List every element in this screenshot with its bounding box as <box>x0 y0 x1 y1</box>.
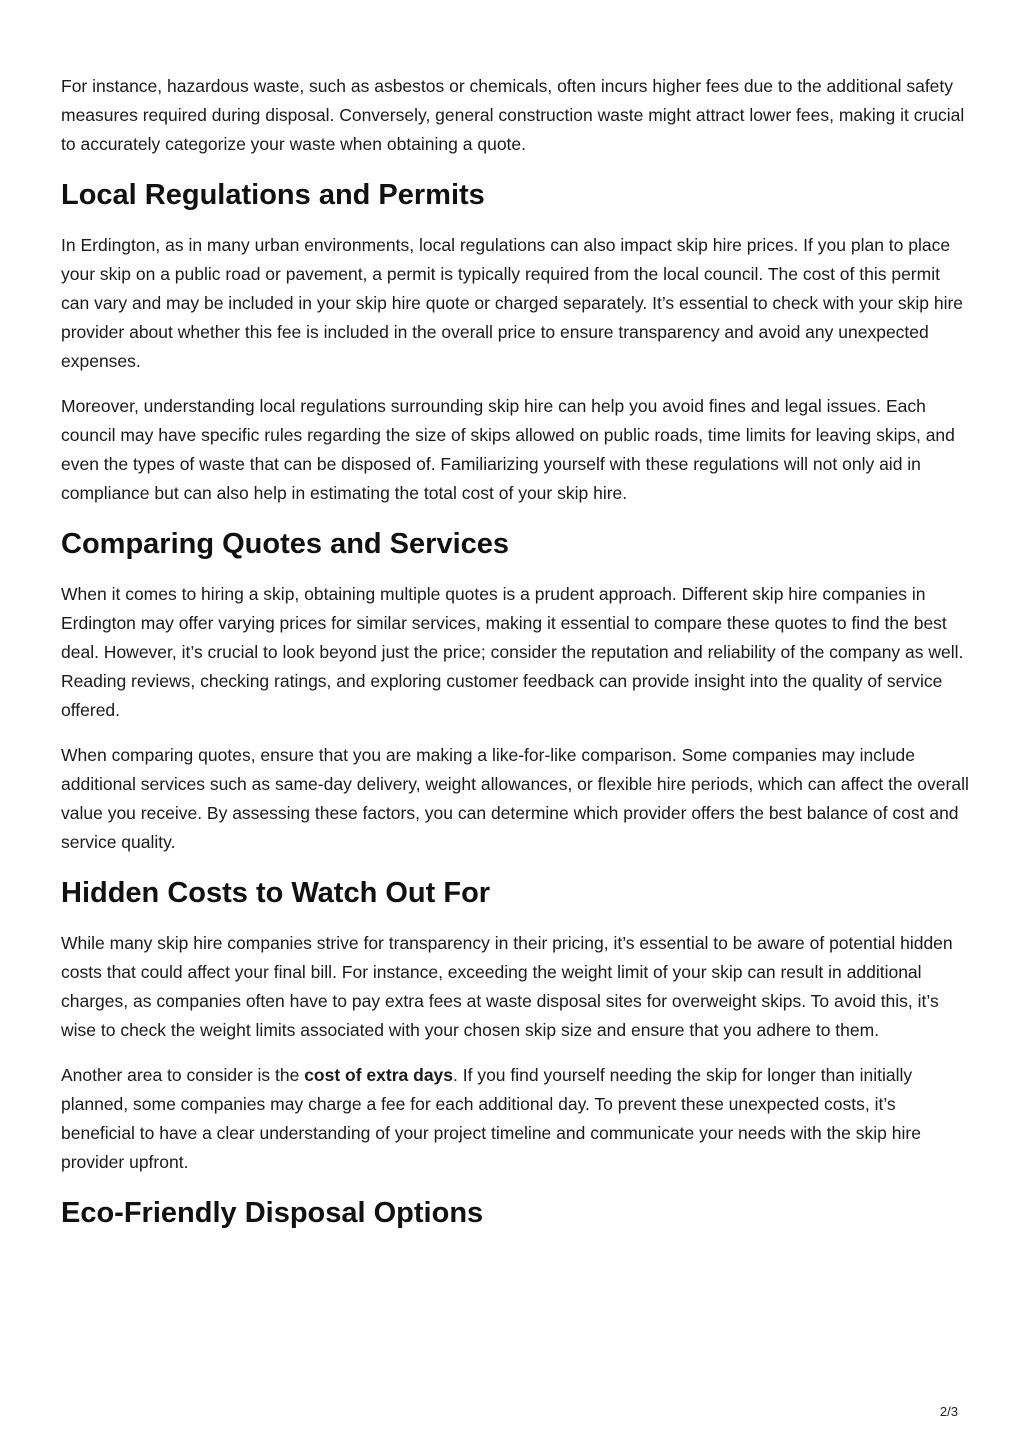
local-regulations-paragraph-1: In Erdington, as in many urban environments, local regulations can also impact skip hire prices. If you plan to place your skip on a public road or pavement, a permit is typically required from the local council. The cost of this permit can vary and may be included in your skip hire quote or charged separately. It’s essential to check with your skip hire provider about whether this fee is included in the overall price to ensure transparency and avoid any unexpected expenses. <box>61 235 964 371</box>
hidden-costs-p2-after: . If you find yourself needing the skip for longer than initially planned, some companies may charge a fee for each additional day. To prevent these unexpected costs, it’s beneficial to have a clear understanding of your project timeline and communicate your needs with the skip hire provider upfront. <box>61 1065 921 1172</box>
intro-paragraph: For instance, hazardous waste, such as asbestos or chemicals, often incurs higher fees due to the additional safety measures required during disposal. Conversely, general construction waste might attract lower fees, making it crucial to accurately categorize your waste when obtaining a quote. <box>61 76 965 154</box>
article-body <box>61 72 969 1249</box>
comparing-quotes-paragraph-2: When comparing quotes, ensure that you are making a like-for-like comparison. Some companies may include additional services such as same-day delivery, weight allowances, or flexible hire periods, which can affect the overall value you receive. By assessing these factors, you can determine which provider offers the best balance of cost and service quality. <box>61 745 969 852</box>
hidden-costs-paragraph-2 <box>61 1061 969 1177</box>
local-regulations-paragraph-2: Moreover, understanding local regulations surrounding skip hire can help you avoid fines and legal issues. Each council may have specific rules regarding the size of skips allowed on public roads, time limits for leaving skips, and even the types of waste that can be disposed of. Familiarizing yourself with these regulations will not only aid in compliance but can also help in estimating the total cost of your skip hire. <box>61 396 955 503</box>
cost-of-extra-days-emphasis: cost of extra days <box>304 1065 454 1085</box>
heading-eco-friendly: Eco-Friendly Disposal Options <box>61 1197 484 1229</box>
hidden-costs-p2-before: Another area to consider is the <box>61 1065 305 1085</box>
comparing-quotes-paragraph-1: When it comes to hiring a skip, obtaining multiple quotes is a prudent approach. Different skip hire companies in Erdington may offer varying prices for similar services, making it essential to compare these quotes to find the best deal. However, it’s crucial to look beyond just the price; consider the reputation and reliability of the company as well. Reading reviews, checking ratings, and exploring customer feedback can provide insight into the quality of service offered. <box>61 584 964 720</box>
heading-comparing-quotes: Comparing Quotes and Services <box>61 528 510 560</box>
heading-local-regulations: Local Regulations and Permits <box>61 179 485 211</box>
heading-hidden-costs: Hidden Costs to Watch Out For <box>61 877 491 909</box>
page-number: 2/3 <box>939 1404 958 1419</box>
hidden-costs-paragraph-1: While many skip hire companies strive for transparency in their pricing, it’s essential to be aware of potential hidden costs that could affect your final bill. For instance, exceeding the weight limit of your skip can result in additional charges, as companies often have to pay extra fees at waste disposal sites for overweight skips. To avoid this, it’s wise to check the weight limits associated with your chosen skip size and ensure that you adhere to them. <box>61 933 953 1040</box>
